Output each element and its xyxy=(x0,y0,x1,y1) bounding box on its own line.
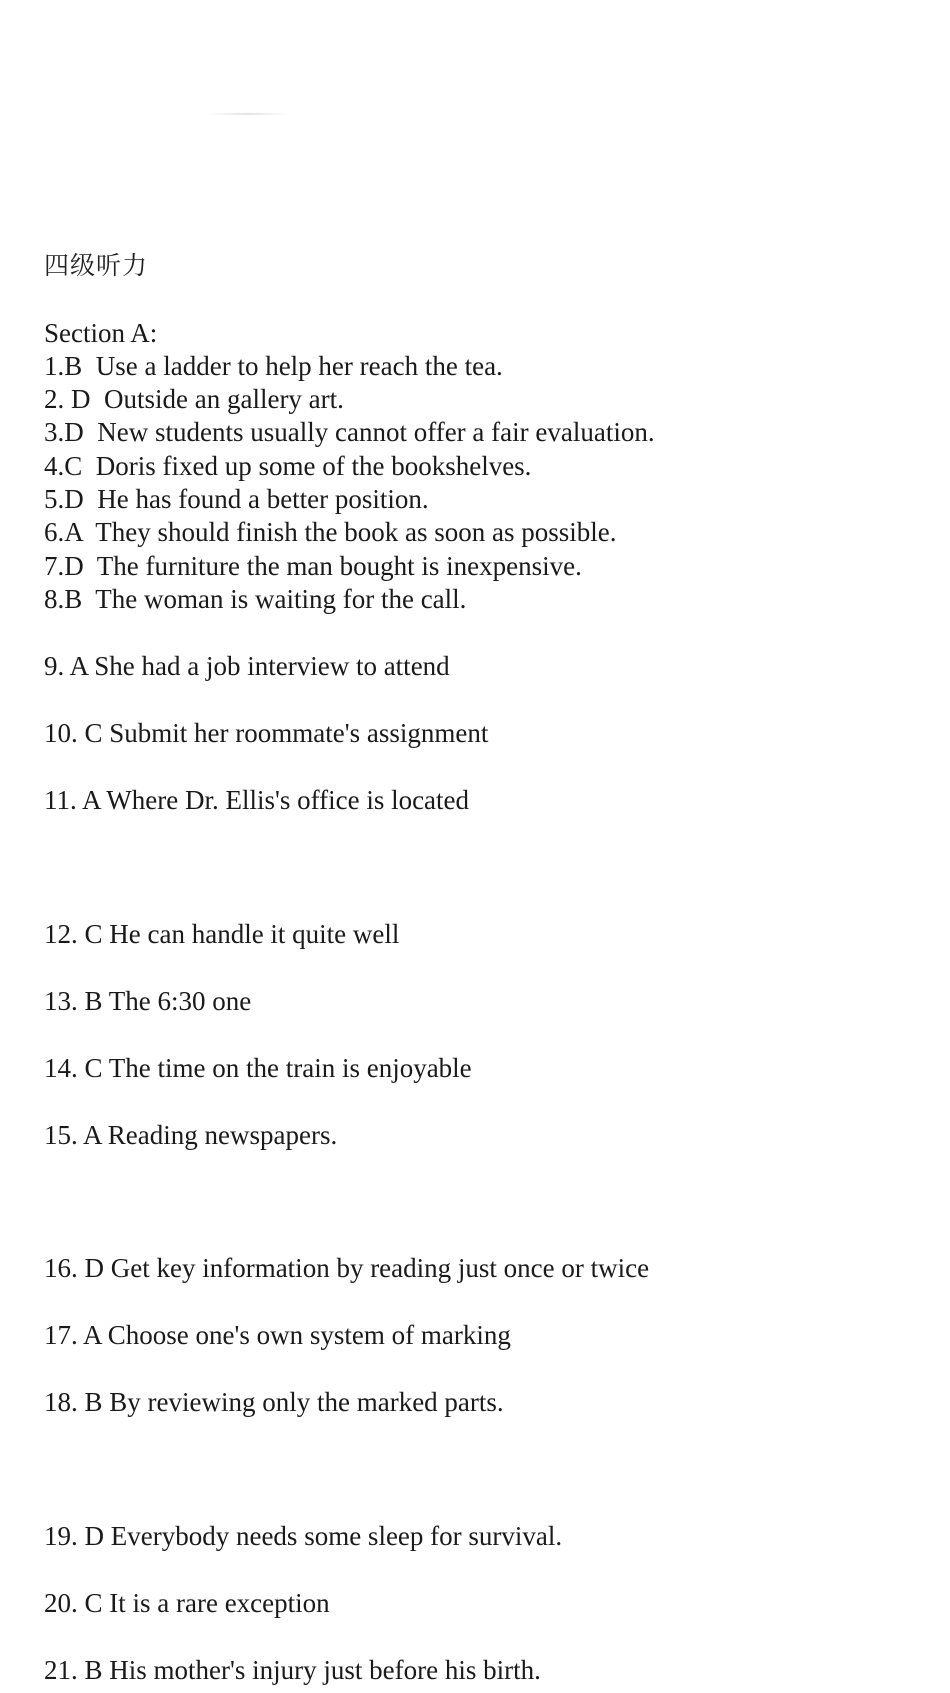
answer-line: 20. C It is a rare exception xyxy=(44,1588,330,1618)
answer-line: 19. D Everybody needs some sleep for survival. xyxy=(44,1521,563,1551)
answer-line: 13. B The 6:30 one xyxy=(44,986,252,1016)
answer-line: 7.D The furniture the man bought is inexpensive. xyxy=(44,551,582,581)
answer-line: 1.B Use a ladder to help her reach the tea. xyxy=(44,351,503,381)
answer-line: 21. B His mother's injury just before his birth. xyxy=(44,1655,541,1685)
answer-line: 5.D He has found a better position. xyxy=(44,484,429,514)
answer-line: 10. C Submit her roommate's assignment xyxy=(44,718,489,748)
answer-line: 16. D Get key information by reading just once or twice xyxy=(44,1253,650,1283)
answer-line: 4.C Doris fixed up some of the bookshelves. xyxy=(44,451,532,481)
answer-line: 17. A Choose one's own system of marking xyxy=(44,1320,511,1350)
answer-line: 9. A She had a job interview to attend xyxy=(44,651,450,681)
answer-line: 18. B By reviewing only the marked parts. xyxy=(44,1387,504,1417)
answer-line: 12. C He can handle it quite well xyxy=(44,919,400,949)
answer-line: 3.D New students usually cannot offer a fair evaluation. xyxy=(44,417,655,447)
answer-line: 14. C The time on the train is enjoyable xyxy=(44,1053,472,1083)
answer-line: 6.A They should finish the book as soon as possible. xyxy=(44,517,617,547)
scan-smudge xyxy=(208,113,288,115)
answer-line: 8.B The woman is waiting for the call. xyxy=(44,584,467,614)
section-title: Section A: xyxy=(44,318,158,348)
answer-line: 15. A Reading newspapers. xyxy=(44,1120,338,1150)
page-heading: 四级听力 xyxy=(44,251,149,280)
answer-line: 11. A Where Dr. Ellis's office is located xyxy=(44,785,470,815)
answer-line: 2. D Outside an gallery art. xyxy=(44,384,344,414)
